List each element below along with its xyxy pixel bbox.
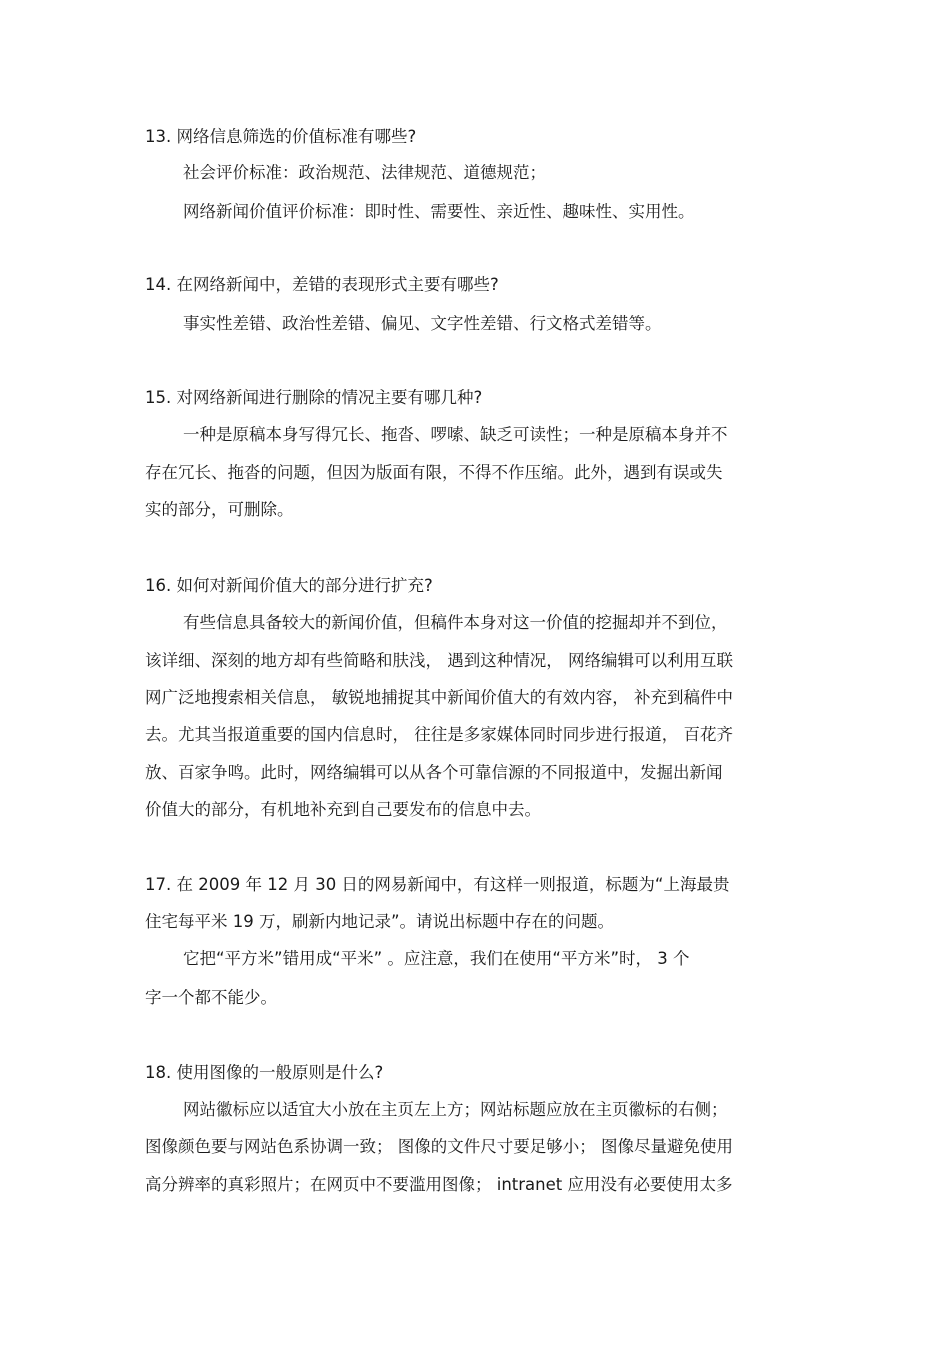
question-18: 18. 使用图像的一般原则是什么?: [145, 1063, 384, 1082]
question-17-continued: 住宅每平米 19 万，刷新内地记录”。请说出标题中存在的问题。: [145, 912, 615, 931]
question-14: 14. 在网络新闻中，差错的表现形式主要有哪些?: [145, 275, 499, 294]
answer-14-line-1: 事实性差错、政治性差错、偏见、文字性差错、行文格式差错等。: [183, 314, 662, 333]
answer-18-line-2: 图像颜色要与网站色系协调一致； 图像的文件尺寸要足够小； 图像尽量避免使用: [145, 1137, 733, 1156]
answer-16-line-2: 该详细、深刻的地方却有些简略和肤浅， 遇到这种情况， 网络编辑可以利用互联: [145, 651, 733, 670]
question-16: 16. 如何对新闻价值大的部分进行扩充?: [145, 576, 433, 595]
answer-16-line-3: 网广泛地搜索相关信息， 敏锐地捕捉其中新闻价值大的有效内容， 补充到稿件中: [145, 688, 733, 707]
answer-17-line-2: 字一个都不能少。: [145, 988, 277, 1007]
answer-13-line-1: 社会评价标准：政治规范、法律规范、道德规范；: [183, 163, 546, 182]
answer-16-line-4: 去。尤其当报道重要的国内信息时， 往往是多家媒体同时同步进行报道， 百花齐: [145, 725, 733, 744]
question-17: 17. 在 2009 年 12 月 30 日的网易新闻中，有这样一则报道，标题为“上海最贵: [145, 875, 730, 894]
answer-16-line-5: 放、百家争鸣。此时，网络编辑可以从各个可靠信源的不同报道中，发掘出新闻: [145, 763, 723, 782]
answer-15-line-1: 一种是原稿本身写得冗长、拖沓、啰嗦、缺乏可读性；一种是原稿本身并不: [183, 425, 728, 444]
answer-16-line-6: 价值大的部分，有机地补充到自己要发布的信息中去。: [145, 800, 541, 819]
answer-18-line-1: 网站徽标应以适宜大小放在主页左上方；网站标题应放在主页徽标的右侧；: [183, 1100, 728, 1119]
answer-13-line-2: 网络新闻价值评价标准：即时性、需要性、亲近性、趣味性、实用性。: [183, 202, 695, 221]
answer-17-line-1: 它把“平方米”错用成“平米” 。应注意，我们在使用“平方米”时， 3 个: [183, 949, 690, 968]
answer-16-line-1: 有些信息具备较大的新闻价值，但稿件本身对这一价值的挖掘却并不到位，: [183, 613, 728, 632]
answer-15-line-2: 存在冗长、拖沓的问题，但因为版面有限，不得不作压缩。此外，遇到有误或失: [145, 463, 723, 482]
answer-18-line-3: 高分辨率的真彩照片；在网页中不要滥用图像； intranet 应用没有必要使用太多: [145, 1175, 733, 1194]
question-13: 13. 网络信息筛选的价值标准有哪些?: [145, 127, 417, 146]
answer-15-line-3: 实的部分，可删除。: [145, 500, 294, 519]
question-15: 15. 对网络新闻进行删除的情况主要有哪几种?: [145, 388, 483, 407]
